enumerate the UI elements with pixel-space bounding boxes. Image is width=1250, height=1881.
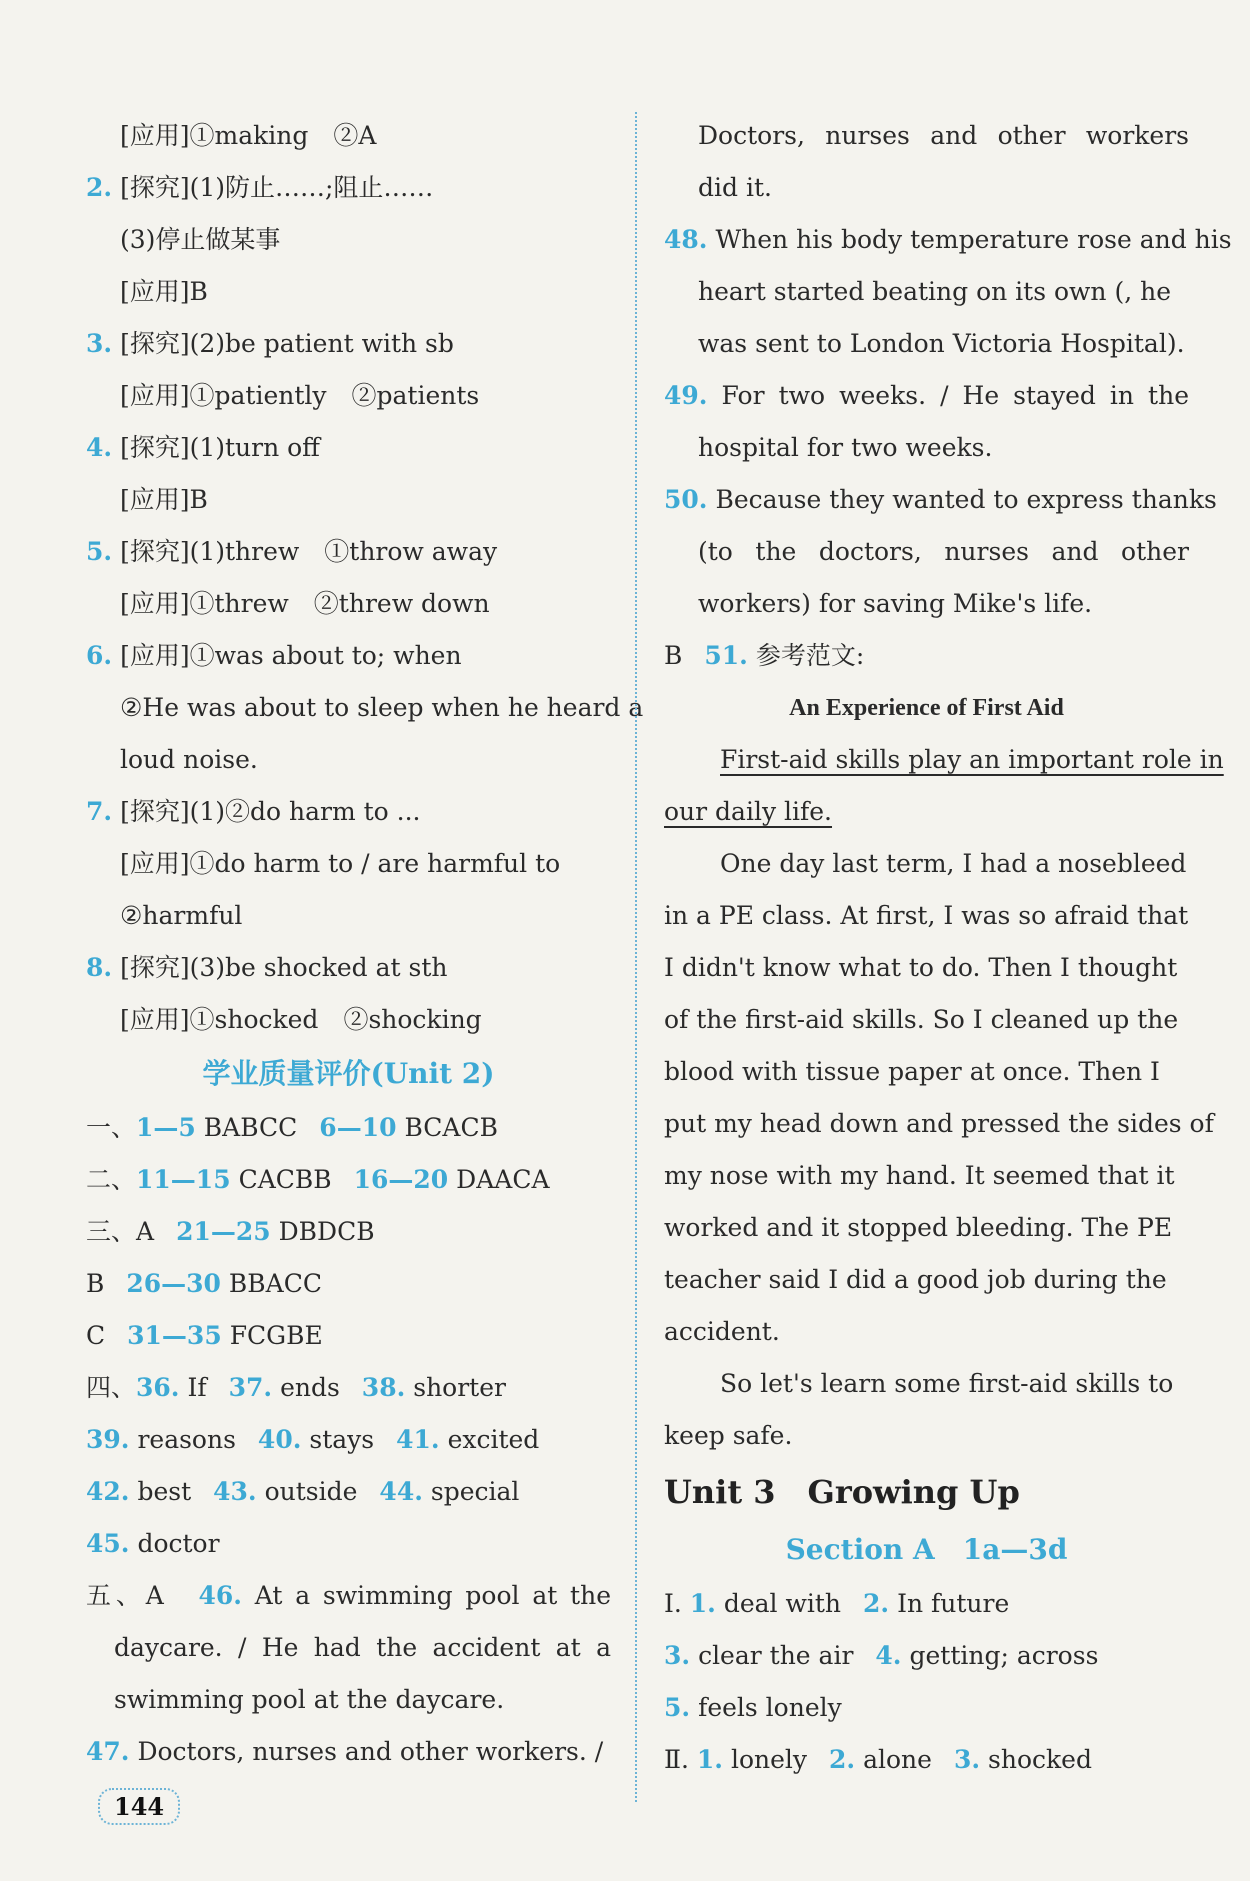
part3b-answers: B 26—30 BBACC — [86, 1269, 322, 1298]
part4d-answers: 45. doctor — [86, 1529, 220, 1558]
unit-title: Unit 3 Growing Up — [664, 1473, 1020, 1511]
answer-46-cont: daycare. / He had the accident at a — [114, 1633, 611, 1662]
essay-line: our daily life. — [664, 797, 833, 826]
answer-50: 50. Because they wanted to express thanks — [664, 485, 1217, 514]
part3-answers: 三、A 21—25 DBDCB — [86, 1217, 375, 1246]
answer-line: [应用]①threw ②threw down — [120, 589, 490, 618]
answer-50-cont: (to the doctors, nurses and other — [698, 537, 1189, 566]
essay-line: of the first-aid skills. So I cleaned up the — [664, 1005, 1179, 1034]
part4b-answers: 39. reasons 40. stays 41. excited — [86, 1425, 540, 1454]
essay-line: teacher said I did a good job during the — [664, 1265, 1167, 1294]
part4-answers: 四、36. If 37. ends 38. shorter — [86, 1373, 506, 1402]
essay-line: worked and it stopped bleeding. The PE — [664, 1213, 1173, 1242]
column-divider — [635, 112, 637, 1802]
answer-48-cont: was sent to London Victoria Hospital). — [698, 329, 1185, 358]
answer-item-7: 7. [探究](1)②do harm to ... — [86, 797, 421, 826]
answer-line: [应用]①making ②A — [120, 121, 377, 150]
essay-line: I didn't know what to do. Then I thought — [664, 953, 1178, 982]
part1b-answers-u3: 3. clear the air 4. getting; across — [664, 1641, 1099, 1670]
item-number: 5. — [86, 537, 113, 566]
answer-item-3: 3. [探究](2)be patient with sb — [86, 329, 454, 358]
essay-line: One day last term, I had a nosebleed — [720, 849, 1187, 878]
essay-line: in a PE class. At first, I was so afraid that — [664, 901, 1189, 930]
answer-47-cont: Doctors, nurses and other workers — [698, 121, 1189, 150]
essay-line: blood with tissue paper at once. Then I — [664, 1057, 1160, 1086]
answer-line: [应用]B — [120, 485, 208, 514]
answer-line: ②harmful — [120, 901, 243, 930]
essay-line: accident. — [664, 1317, 780, 1346]
answer-line: loud noise. — [120, 745, 258, 774]
section-title-unit2: 学业质量评价(Unit 2) — [202, 1057, 495, 1090]
answer-48: 48. When his body temperature rose and his — [664, 225, 1232, 254]
item-number: 2. — [86, 173, 113, 202]
essay-title: An Experience of First Aid — [789, 695, 1064, 721]
part1-answers-u3: Ⅰ. 1. deal with 2. In future — [664, 1589, 1010, 1618]
essay-line: keep safe. — [664, 1421, 793, 1450]
answer-line: ②He was about to sleep when he heard a — [120, 693, 644, 722]
answer-line: [应用]①patiently ②patients — [120, 381, 480, 410]
answer-line: [应用]①do harm to / are harmful to — [120, 849, 561, 878]
part2-answers-u3: Ⅱ. 1. lonely 2. alone 3. shocked — [664, 1745, 1092, 1774]
answer-line: [应用]①shocked ②shocking — [120, 1005, 482, 1034]
item-number: 3. — [86, 329, 113, 358]
answer-51: B 51. 参考范文: — [664, 641, 865, 670]
item-number: 6. — [86, 641, 113, 670]
answer-49-cont: hospital for two weeks. — [698, 433, 993, 462]
answer-49: 49. For two weeks. / He stayed in the — [664, 381, 1189, 410]
answer-item-6: 6. [应用]①was about to; when — [86, 641, 462, 670]
essay-line: So let's learn some first-aid skills to — [720, 1369, 1174, 1398]
section-title-unit3: Section A 1a—3d — [785, 1533, 1068, 1566]
answer-50-cont: workers) for saving Mike's life. — [698, 589, 1093, 618]
answer-47-cont: did it. — [698, 173, 772, 202]
part4c-answers: 42. best 43. outside 44. special — [86, 1477, 520, 1506]
left-column — [86, 110, 644, 1778]
answer-46-cont: swimming pool at the daycare. — [114, 1685, 505, 1714]
item-number: 8. — [86, 953, 113, 982]
page-number: 144 — [98, 1788, 180, 1825]
answer-48-cont: heart started beating on its own (, he — [698, 277, 1172, 306]
part1c-answers-u3: 5. feels lonely — [664, 1693, 842, 1722]
part1-answers: 一、1—5 BABCC 6—10 BCACB — [86, 1113, 498, 1142]
part3c-answers: C 31—35 FCGBE — [86, 1321, 323, 1350]
item-number: 4. — [86, 433, 113, 462]
answer-47: 47. Doctors, nurses and other workers. / — [86, 1737, 604, 1766]
answer-46: 五、A 46. At a swimming pool at the — [86, 1581, 611, 1610]
part2-answers: 二、11—15 CACBB 16—20 DAACA — [86, 1165, 550, 1194]
answer-item-2: 2. [探究](1)防止……;阻止…… — [86, 173, 434, 202]
essay-line: First-aid skills play an important role in — [720, 745, 1224, 774]
essay-line: my nose with my hand. It seemed that it — [664, 1161, 1175, 1190]
answer-line: [应用]B — [120, 277, 208, 306]
answer-item-8: 8. [探究](3)be shocked at sth — [86, 953, 448, 982]
answer-item-5: 5. [探究](1)threw ①throw away — [86, 537, 498, 566]
essay-line: put my head down and pressed the sides of — [664, 1109, 1214, 1138]
answer-item-4: 4. [探究](1)turn off — [86, 433, 320, 462]
item-number: 7. — [86, 797, 113, 826]
answer-line: (3)停止做某事 — [120, 225, 281, 254]
right-column — [664, 110, 1232, 1786]
